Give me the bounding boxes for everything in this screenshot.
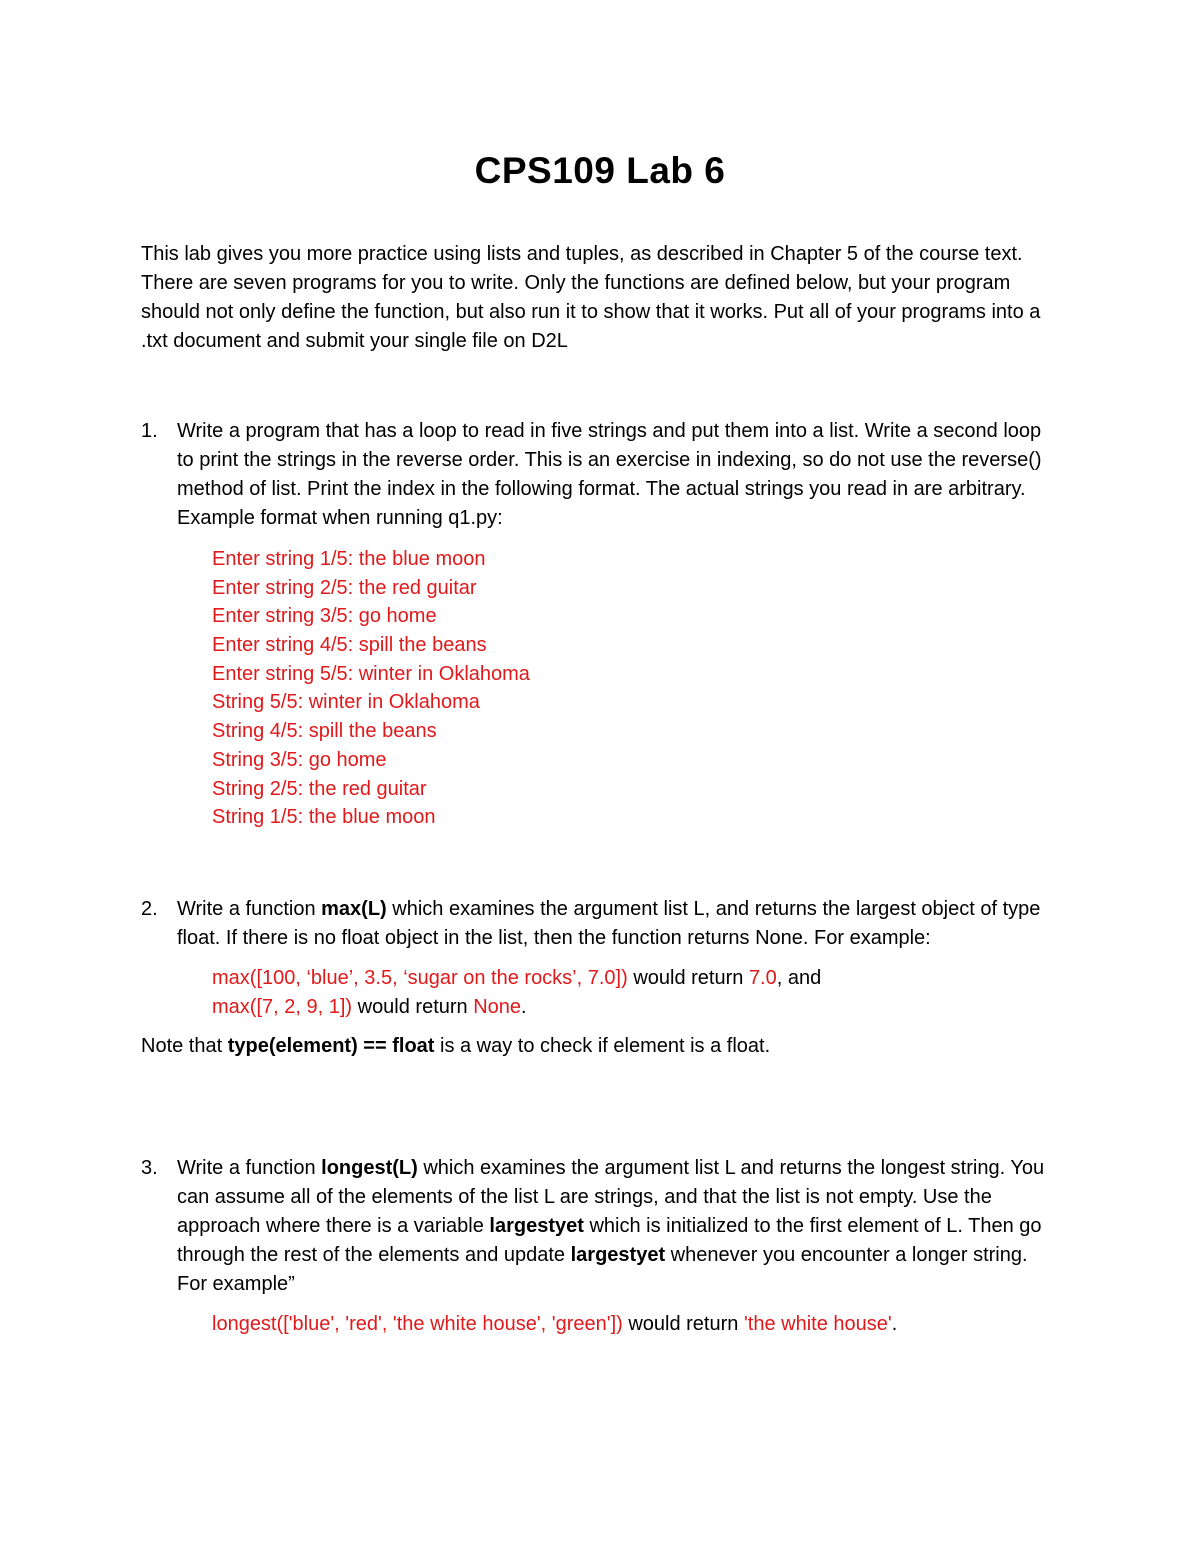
question-2: [141, 895, 1061, 1061]
example-line: Enter string 5/5: winter in Oklahoma: [212, 662, 530, 685]
question-text: Write a function longest(L) which examines the argument list L and returns the longest string. You can assume all of the elements of the list L are strings, and that the list is not empty. Use the approach where there is a variable largestyet which is initialized to the first element of L. Then go through the rest of the elements and update largestyet whenever you encounter a longer string. For example”: [177, 1157, 1045, 1295]
example-line: max([7, 2, 9, 1]) would return None.: [212, 995, 527, 1018]
example-line: String 2/5: the red guitar: [212, 777, 427, 800]
question-text: Write a function max(L) which examines the argument list L, and returns the largest object of type float. If there is no float object in the list, then the function returns None. For example:: [177, 898, 1041, 949]
question-number: 3.: [141, 1157, 158, 1179]
question-number: 1.: [141, 420, 158, 442]
example-line: Enter string 3/5: go home: [212, 605, 437, 628]
example-output: [212, 545, 1061, 832]
example-line: String 5/5: winter in Oklahoma: [212, 691, 480, 714]
intro-paragraph: This lab gives you more practice using lists and tuples, as described in Chapter 5 of the course text. There are seven programs for you to write. Only the functions are defined below, but your program should not only define the function, but also run it to show that it works. Put all of your programs into a .txt document and submit your single file on D2L: [141, 243, 1041, 352]
function-name: longest(L): [321, 1157, 418, 1179]
example-line: String 1/5: the blue moon: [212, 806, 436, 829]
note: Note that type(element) == float is a way to check if element is a float.: [141, 1035, 771, 1058]
question-text: Write a program that has a loop to read in five strings and put them into a list. Write a second loop to print the strings in the reverse order. This is an exercise in indexing, so do not use the reverse() method of list. Print the index in the following format. The actual strings you read in are arbitrary. Example format when running q1.py:: [177, 420, 1042, 529]
question-1: [141, 417, 1061, 832]
example-line: Enter string 4/5: spill the beans: [212, 634, 487, 657]
example-calls: [212, 1310, 1061, 1339]
function-name: max(L): [321, 898, 387, 920]
question-number: 2.: [141, 898, 158, 920]
example-line: String 3/5: go home: [212, 748, 387, 771]
example-line: Enter string 2/5: the red guitar: [212, 576, 477, 599]
question-3: [141, 1154, 1061, 1339]
page-title: CPS109 Lab 6: [474, 150, 726, 191]
example-line: longest(['blue', 'red', 'the white house', 'green']) would return 'the white house'.: [212, 1313, 898, 1335]
example-line: max([100, ‘blue’, 3.5, ‘sugar on the rocks’, 7.0]) would return 7.0, and: [212, 967, 822, 989]
example-calls: [212, 964, 1061, 1021]
example-line: Enter string 1/5: the blue moon: [212, 548, 486, 570]
example-line: String 4/5: spill the beans: [212, 720, 437, 743]
